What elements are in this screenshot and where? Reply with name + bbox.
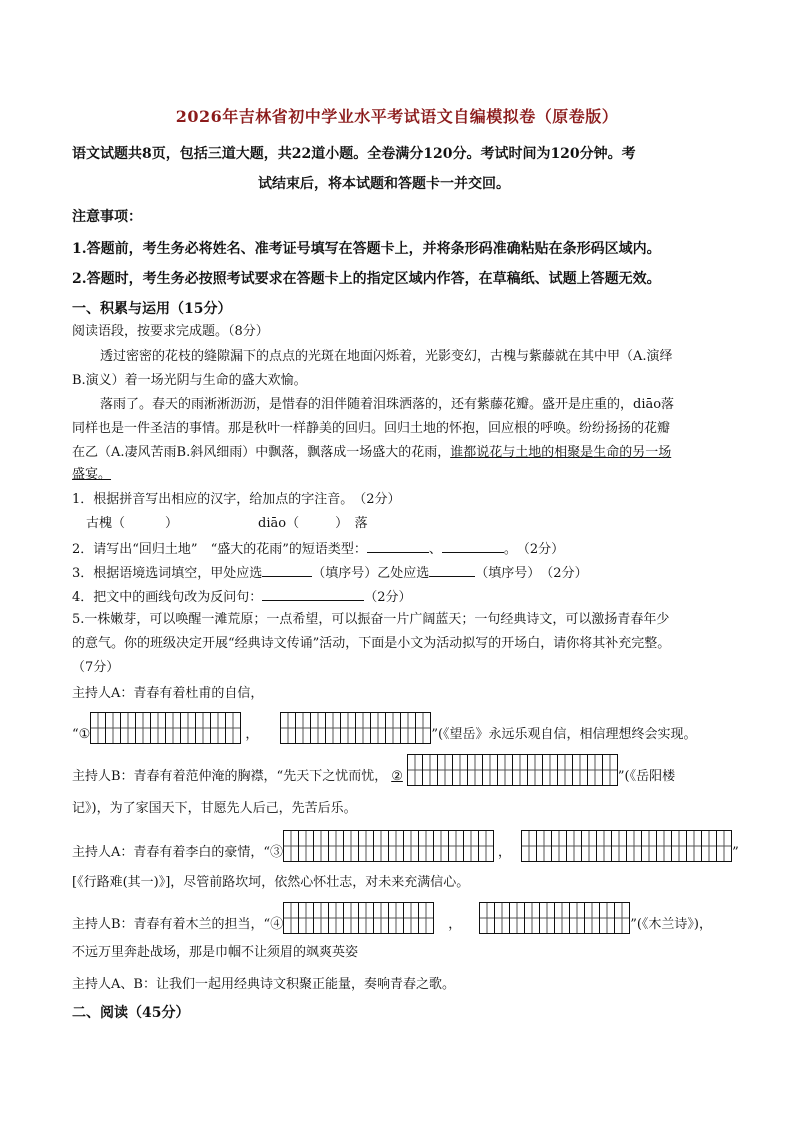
intro-line-2: 试结束后，将本试题和答题卡一并交回。 bbox=[258, 176, 510, 192]
grid-cell[interactable] bbox=[596, 831, 611, 861]
grid-cell[interactable] bbox=[400, 713, 415, 743]
section2-heading: 二、阅读（45分） bbox=[72, 1005, 190, 1021]
grid-cell[interactable] bbox=[358, 831, 373, 861]
host-a-row-2 bbox=[72, 830, 739, 862]
grid-cell[interactable] bbox=[195, 713, 210, 743]
para1-line1: 透过密密的花枝的缝隙漏下的点点的光斑在地面闪烁着，光影变幻，古槐与紫藤就在其中甲（A.演绎 bbox=[100, 349, 673, 364]
host-b-line-2: 记》)，为了家国天下，甘愿先人后己，先苦后乐。 bbox=[72, 801, 357, 816]
q3-text-a: 3．根据语境选词填空，甲处应选 bbox=[72, 566, 263, 581]
q1-sub-a-end: ） bbox=[165, 516, 179, 531]
notes-heading: 注意事项： bbox=[72, 209, 142, 225]
grid-cell[interactable] bbox=[551, 831, 566, 861]
grid-cell[interactable] bbox=[602, 755, 617, 785]
blank-3-end: ” bbox=[732, 845, 739, 860]
grid-cell[interactable] bbox=[569, 903, 584, 933]
answer-grid-4b[interactable] bbox=[479, 902, 630, 934]
grid-cell[interactable] bbox=[671, 831, 686, 861]
answer-grid-1b[interactable] bbox=[280, 712, 431, 744]
grid-cell[interactable] bbox=[328, 903, 343, 933]
grid-cell[interactable] bbox=[225, 713, 240, 743]
question-2 bbox=[72, 539, 564, 559]
document-title: 2026年吉林省初中学业水平考试语文自编模拟卷（原卷版） bbox=[175, 107, 619, 126]
q1-sub-a: 古槐（ bbox=[86, 516, 126, 531]
grid-cell[interactable] bbox=[310, 713, 325, 743]
grid-cell[interactable] bbox=[388, 903, 403, 933]
q2-end: 。 （2分） bbox=[503, 542, 565, 557]
q3-blank-1[interactable] bbox=[262, 563, 312, 577]
section1-instruction: 阅读语段，按要求完成题。（8分） bbox=[72, 324, 269, 339]
grid-cell[interactable] bbox=[536, 831, 551, 861]
grid-cell[interactable] bbox=[542, 755, 557, 785]
grid-cell[interactable] bbox=[522, 831, 536, 861]
q3-text-b: （填序号）乙处应选 bbox=[312, 566, 430, 581]
grid-cell[interactable] bbox=[467, 755, 482, 785]
answer-grid-2[interactable] bbox=[407, 754, 618, 786]
para2-line4: 盛宴。 bbox=[72, 467, 112, 482]
grid-cell[interactable] bbox=[284, 831, 298, 861]
q2-blank-2[interactable] bbox=[442, 539, 504, 553]
notes-item-1: 1.答题前，考生务必将姓名、准考证号填写在答题卡上，并将条形码准确粘贴在条形码区域内。 bbox=[72, 241, 661, 257]
grid-cell[interactable] bbox=[343, 831, 358, 861]
grid-cell[interactable] bbox=[614, 903, 629, 933]
q2-text: 2．请写出“回归土地” “盛大的花雨”的短语类型： bbox=[72, 542, 367, 557]
grid-cell[interactable] bbox=[587, 755, 602, 785]
grid-cell[interactable] bbox=[584, 903, 599, 933]
grid-cell[interactable] bbox=[480, 903, 494, 933]
grid-cell[interactable] bbox=[120, 713, 135, 743]
grid-cell[interactable] bbox=[701, 831, 716, 861]
grid-cell[interactable] bbox=[105, 713, 120, 743]
grid-cell[interactable] bbox=[422, 755, 437, 785]
grid-cell[interactable] bbox=[91, 713, 105, 743]
grid-cell[interactable] bbox=[463, 831, 478, 861]
grid-cell[interactable] bbox=[448, 831, 463, 861]
section1-heading: 一、积累与运用（15分） bbox=[72, 301, 232, 317]
question-3 bbox=[72, 563, 588, 583]
grid-cell[interactable] bbox=[373, 903, 388, 933]
grid-cell[interactable] bbox=[135, 713, 150, 743]
grid-cell[interactable] bbox=[284, 903, 298, 933]
para2-line3 bbox=[72, 444, 671, 462]
question-4 bbox=[72, 587, 412, 607]
question-1: 1．根据拼音写出相应的汉字，给加点的字注音。 （2分） bbox=[72, 492, 401, 507]
blank-4-comma: ， bbox=[448, 917, 462, 932]
grid-cell[interactable] bbox=[512, 755, 527, 785]
grid-cell[interactable] bbox=[599, 903, 614, 933]
grid-cell[interactable] bbox=[566, 831, 581, 861]
question-1-subitems bbox=[86, 515, 368, 533]
grid-cell[interactable] bbox=[433, 831, 448, 861]
grid-cell[interactable] bbox=[509, 903, 524, 933]
grid-cell[interactable] bbox=[437, 755, 452, 785]
q2-sep: 、 bbox=[428, 542, 442, 557]
blank-4-end: ”(《木兰诗》)， bbox=[630, 917, 713, 932]
q4-text: 4．把文中的画线句改为反问句： bbox=[72, 590, 263, 605]
underlined-sentence: 谁都说花与土地的相聚是生命的另一场 bbox=[450, 445, 672, 460]
intro-line-1: 语文试题共8页，包括三道大题，共22道小题。全卷满分120分。考试时间为120分钟。考 bbox=[72, 146, 636, 162]
grid-cell[interactable] bbox=[557, 755, 572, 785]
grid-cell[interactable] bbox=[328, 831, 343, 861]
grid-cell[interactable] bbox=[452, 755, 467, 785]
grid-cell[interactable] bbox=[358, 903, 373, 933]
para1-line2: B.演义）着一场光阴与生命的盛大欢愉。 bbox=[72, 373, 307, 388]
grid-cell[interactable] bbox=[370, 713, 385, 743]
blank-3-comma: ， bbox=[498, 845, 512, 860]
question-5-line2: 的意气。你的班级决定开展“经典诗文传诵”活动，下面是小文为活动拟写的开场白，请你将其补充完整。 bbox=[72, 636, 671, 651]
grid-cell[interactable] bbox=[388, 831, 403, 861]
grid-cell[interactable] bbox=[478, 831, 493, 861]
q1-sub-b: diāo（ bbox=[258, 516, 300, 531]
host-b-line-3: 主持人B：青春有着木兰的担当，“④ bbox=[72, 917, 284, 932]
blank-1-after: ”(《望岳》永远乐观自信，相信理想终会实现。 bbox=[431, 727, 697, 742]
para2-line3-text: 在乙（A.凄风苦雨B.斜风细雨）中飘落，飘落成一场盛大的花雨， bbox=[72, 445, 451, 460]
grid-cell[interactable] bbox=[298, 903, 313, 933]
host-a-line-2: 主持人A：青春有着李白的豪情，“③ bbox=[72, 845, 284, 860]
host-a-line-2b: [《行路难(其一)》]，尽管前路坎坷，依然心怀壮志，对未来充满信心。 bbox=[72, 875, 470, 890]
grid-cell[interactable] bbox=[281, 713, 295, 743]
q1-sub-b-end: ） 落 bbox=[335, 516, 368, 531]
question-5-line1: 5.一株嫩芽，可以唤醒一滩荒原；一点希望，可以振奋一片广阔蓝天；一句经典诗文，可以激扬青春年少 bbox=[72, 612, 670, 627]
grid-cell[interactable] bbox=[539, 903, 554, 933]
grid-cell[interactable] bbox=[298, 831, 313, 861]
grid-cell[interactable] bbox=[325, 713, 340, 743]
grid-cell[interactable] bbox=[150, 713, 165, 743]
host-b-row-1 bbox=[72, 754, 675, 786]
grid-cell[interactable] bbox=[527, 755, 542, 785]
grid-cell[interactable] bbox=[626, 831, 641, 861]
q4-blank[interactable] bbox=[262, 587, 364, 601]
grid-cell[interactable] bbox=[641, 831, 656, 861]
grid-cell[interactable] bbox=[373, 831, 388, 861]
q2-blank-1[interactable] bbox=[367, 539, 429, 553]
grid-cell[interactable] bbox=[656, 831, 671, 861]
grid-cell[interactable] bbox=[340, 713, 355, 743]
blank-1-row bbox=[72, 712, 697, 744]
grid-cell[interactable] bbox=[403, 903, 418, 933]
grid-cell[interactable] bbox=[343, 903, 358, 933]
grid-cell[interactable] bbox=[295, 713, 310, 743]
host-a-line-1: 主持人A：青春有着杜甫的自信， bbox=[72, 686, 264, 701]
grid-cell[interactable] bbox=[355, 713, 370, 743]
grid-cell[interactable] bbox=[686, 831, 701, 861]
blank-1-open: “① bbox=[72, 727, 91, 742]
grid-cell[interactable] bbox=[418, 831, 433, 861]
notes-item-2: 2.答题时，考生务必按照考试要求在答题卡上的指定区域内作答，在草稿纸、试题上答题无效。 bbox=[72, 271, 661, 287]
answer-grid-4a[interactable] bbox=[283, 902, 434, 934]
grid-cell[interactable] bbox=[415, 713, 430, 743]
closing-line: 主持人A、B：让我们一起用经典诗文积聚正能量，奏响青春之歌。 bbox=[72, 977, 455, 992]
host-b-line-1: 主持人B：青春有着范仲淹的胸襟，“先天下之忧而忧， bbox=[72, 769, 388, 784]
grid-cell[interactable] bbox=[554, 903, 569, 933]
grid-cell[interactable] bbox=[494, 903, 509, 933]
host-b-row-2 bbox=[72, 902, 712, 934]
grid-cell[interactable] bbox=[497, 755, 512, 785]
grid-cell[interactable] bbox=[313, 903, 328, 933]
q4-points: （2分） bbox=[364, 590, 412, 605]
para2-line2: 同样也是一件圣洁的事情。那是秋叶一样静美的回归。回归土地的怀抱，回应根的呼唤。纷纷扬扬的花瓣 bbox=[72, 421, 671, 436]
grid-cell[interactable] bbox=[482, 755, 497, 785]
grid-cell[interactable] bbox=[611, 831, 626, 861]
grid-cell[interactable] bbox=[313, 831, 328, 861]
blank-1-comma: ， bbox=[245, 727, 259, 742]
host-b-line-1-end: ”(《岳阳楼 bbox=[617, 769, 676, 784]
grid-cell[interactable] bbox=[210, 713, 225, 743]
grid-cell[interactable] bbox=[716, 831, 731, 861]
answer-grid-3a[interactable] bbox=[283, 830, 494, 862]
blank-2-number: ② bbox=[391, 769, 403, 784]
question-5-line3: （7分） bbox=[72, 660, 120, 675]
q3-text-c: （填序号） （2分） bbox=[475, 566, 588, 581]
para2-line1: 落雨了。春天的雨淅淅沥沥，是惜春的泪伴随着泪珠洒落的，还有紫藤花瓣。盛开是庄重的，diāo落 bbox=[100, 397, 675, 412]
grid-cell[interactable] bbox=[524, 903, 539, 933]
grid-cell[interactable] bbox=[408, 755, 422, 785]
grid-cell[interactable] bbox=[403, 831, 418, 861]
grid-cell[interactable] bbox=[165, 713, 180, 743]
grid-cell[interactable] bbox=[385, 713, 400, 743]
answer-grid-1a[interactable] bbox=[90, 712, 241, 744]
host-b-line-4: 不远万里奔赴战场，那是巾帼不让须眉的飒爽英姿 bbox=[72, 945, 359, 960]
grid-cell[interactable] bbox=[572, 755, 587, 785]
grid-cell[interactable] bbox=[418, 903, 433, 933]
q3-blank-2[interactable] bbox=[429, 563, 475, 577]
grid-cell[interactable] bbox=[581, 831, 596, 861]
answer-grid-3b[interactable] bbox=[521, 830, 732, 862]
grid-cell[interactable] bbox=[180, 713, 195, 743]
